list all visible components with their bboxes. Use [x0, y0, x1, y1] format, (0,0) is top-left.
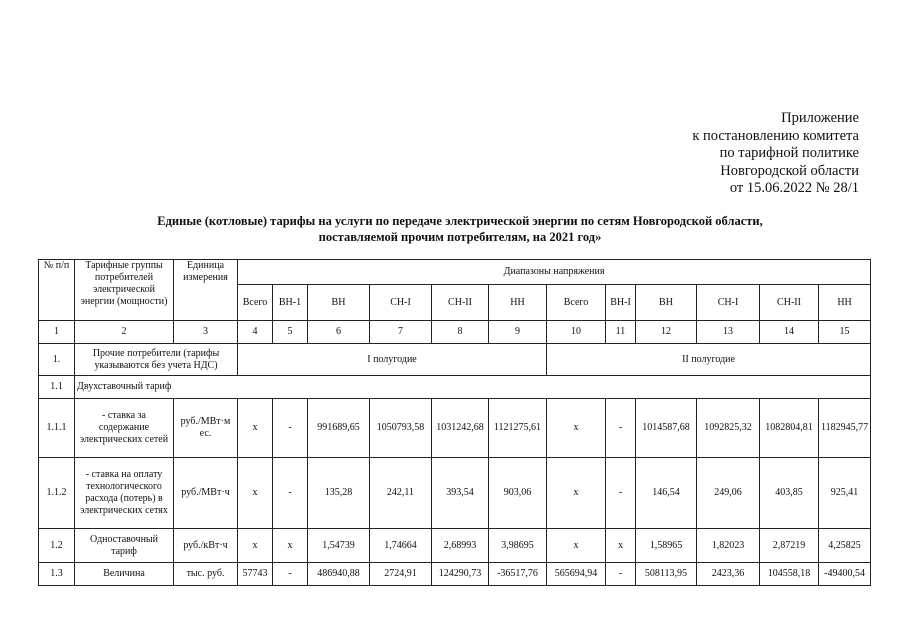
header-sub: СН-II: [432, 285, 489, 321]
column-number: 4: [238, 321, 273, 344]
column-number: 10: [547, 321, 606, 344]
cell: 4,25825: [819, 529, 871, 563]
row-unit: руб./МВт·ч: [174, 458, 238, 529]
row-num: 1.1: [39, 376, 75, 399]
group-row: [39, 344, 871, 376]
header-sub: Всего: [238, 285, 273, 321]
column-number: 11: [606, 321, 636, 344]
cell: 57743: [238, 563, 273, 586]
cell: 1,82023: [697, 529, 760, 563]
section-row: [39, 376, 871, 399]
cell: 124290,73: [432, 563, 489, 586]
appendix-line: Новгородской области: [720, 162, 859, 179]
column-number-row: [39, 321, 871, 344]
cell: 403,85: [760, 458, 819, 529]
header-sub: Всего: [547, 285, 606, 321]
appendix-line: по тарифной политике: [719, 145, 859, 161]
row-name: Величина: [75, 563, 174, 586]
header-sub: ВН-I: [606, 285, 636, 321]
row-num: 1.2: [39, 529, 75, 563]
cell: 104558,18: [760, 563, 819, 586]
cell: 925,41: [819, 458, 871, 529]
table-row: [39, 458, 871, 529]
table-row: [39, 529, 871, 563]
table-row: [39, 399, 871, 458]
cell: 1121275,61: [489, 399, 547, 458]
column-number: 12: [636, 321, 697, 344]
title-line-1: Единые (котловые) тарифы на услуги по передаче электрической энергии по сетям Новгородской области,: [157, 214, 763, 228]
cell: 1082804,81: [760, 399, 819, 458]
cell: 393,54: [432, 458, 489, 529]
appendix-line: к постановлению комитета: [692, 127, 859, 144]
cell: 486940,88: [308, 563, 370, 586]
header-sub: НН: [489, 285, 547, 321]
column-number: 13: [697, 321, 760, 344]
table-row: [39, 563, 871, 586]
cell: 1050793,58: [370, 399, 432, 458]
header-sub: ВН: [308, 285, 370, 321]
cell: -49400,54: [819, 563, 871, 586]
row-num: 1.: [39, 344, 75, 376]
header-sub: НН: [819, 285, 871, 321]
cell: -: [606, 458, 636, 529]
cell: 2,87219: [760, 529, 819, 563]
column-number: 6: [308, 321, 370, 344]
title-line-2: поставляемой прочим потребителям, на 2021 год»: [318, 230, 602, 244]
row-num: 1.3: [39, 563, 75, 586]
column-number: 7: [370, 321, 432, 344]
column-number: 3: [174, 321, 238, 344]
section-name: Двухставочный тариф: [75, 376, 871, 399]
cell: х: [238, 529, 273, 563]
row-num: 1.1.1: [39, 399, 75, 458]
column-number: 5: [273, 321, 308, 344]
cell: 1,74664: [370, 529, 432, 563]
header-group: Тарифные группы потребителей электрической энергии (мощности): [75, 260, 174, 321]
cell: 508113,95: [636, 563, 697, 586]
cell: 565694,94: [547, 563, 606, 586]
appendix-line: от 15.06.2022 № 28/1: [729, 180, 859, 196]
row-name: Одноставочный тариф: [75, 529, 174, 563]
half-year-1: I полугодие: [238, 344, 547, 376]
column-number: 9: [489, 321, 547, 344]
cell: 242,11: [370, 458, 432, 529]
header-sub: ВН-1: [273, 285, 308, 321]
cell: 1182945,77: [819, 399, 871, 458]
cell: х: [547, 529, 606, 563]
cell: х: [238, 399, 273, 458]
cell: 3,98695: [489, 529, 547, 563]
row-unit: руб./МВт·м ес.: [174, 399, 238, 458]
tariff-table: [38, 259, 871, 586]
cell: 1,58965: [636, 529, 697, 563]
row-name: - ставка на оплату технологического расхода (потерь) в электрических сетях: [75, 458, 174, 529]
row-num: 1.1.2: [39, 458, 75, 529]
cell: 1031242,68: [432, 399, 489, 458]
column-number: 8: [432, 321, 489, 344]
cell: х: [606, 529, 636, 563]
cell: -: [273, 563, 308, 586]
cell: -: [273, 458, 308, 529]
row-unit: тыс. руб.: [174, 563, 238, 586]
header-sub: СН-I: [697, 285, 760, 321]
appendix-block: [692, 110, 859, 198]
header-sub: ВН: [636, 285, 697, 321]
appendix-line: Приложение: [781, 110, 859, 126]
group-name: Прочие потребители (тарифы указываются без учета НДС): [75, 344, 238, 376]
header-unit: Единица измерения: [174, 260, 238, 321]
document-title: [60, 213, 860, 245]
cell: х: [547, 458, 606, 529]
column-number: 14: [760, 321, 819, 344]
cell: 2724,91: [370, 563, 432, 586]
header-row: [39, 260, 871, 285]
cell: 2423,36: [697, 563, 760, 586]
cell: 991689,65: [308, 399, 370, 458]
cell: 1092825,32: [697, 399, 760, 458]
cell: -: [273, 399, 308, 458]
cell: х: [273, 529, 308, 563]
column-number: 15: [819, 321, 871, 344]
cell: х: [547, 399, 606, 458]
column-number: 1: [39, 321, 75, 344]
half-year-2: II полугодие: [547, 344, 871, 376]
cell: -36517,76: [489, 563, 547, 586]
cell: 135,28: [308, 458, 370, 529]
header-sub: СН-I: [370, 285, 432, 321]
cell: 2,68993: [432, 529, 489, 563]
header-num: № п/п: [39, 260, 75, 321]
row-unit: руб./кВт·ч: [174, 529, 238, 563]
cell: -: [606, 399, 636, 458]
cell: 1,54739: [308, 529, 370, 563]
cell: 903,06: [489, 458, 547, 529]
header-sub: СН-II: [760, 285, 819, 321]
column-number: 2: [75, 321, 174, 344]
header-ranges: Диапазоны напряжения: [238, 260, 871, 285]
cell: 146,54: [636, 458, 697, 529]
cell: х: [238, 458, 273, 529]
cell: 249,06: [697, 458, 760, 529]
cell: 1014587,68: [636, 399, 697, 458]
cell: -: [606, 563, 636, 586]
row-name: - ставка за содержание электрических сетей: [75, 399, 174, 458]
